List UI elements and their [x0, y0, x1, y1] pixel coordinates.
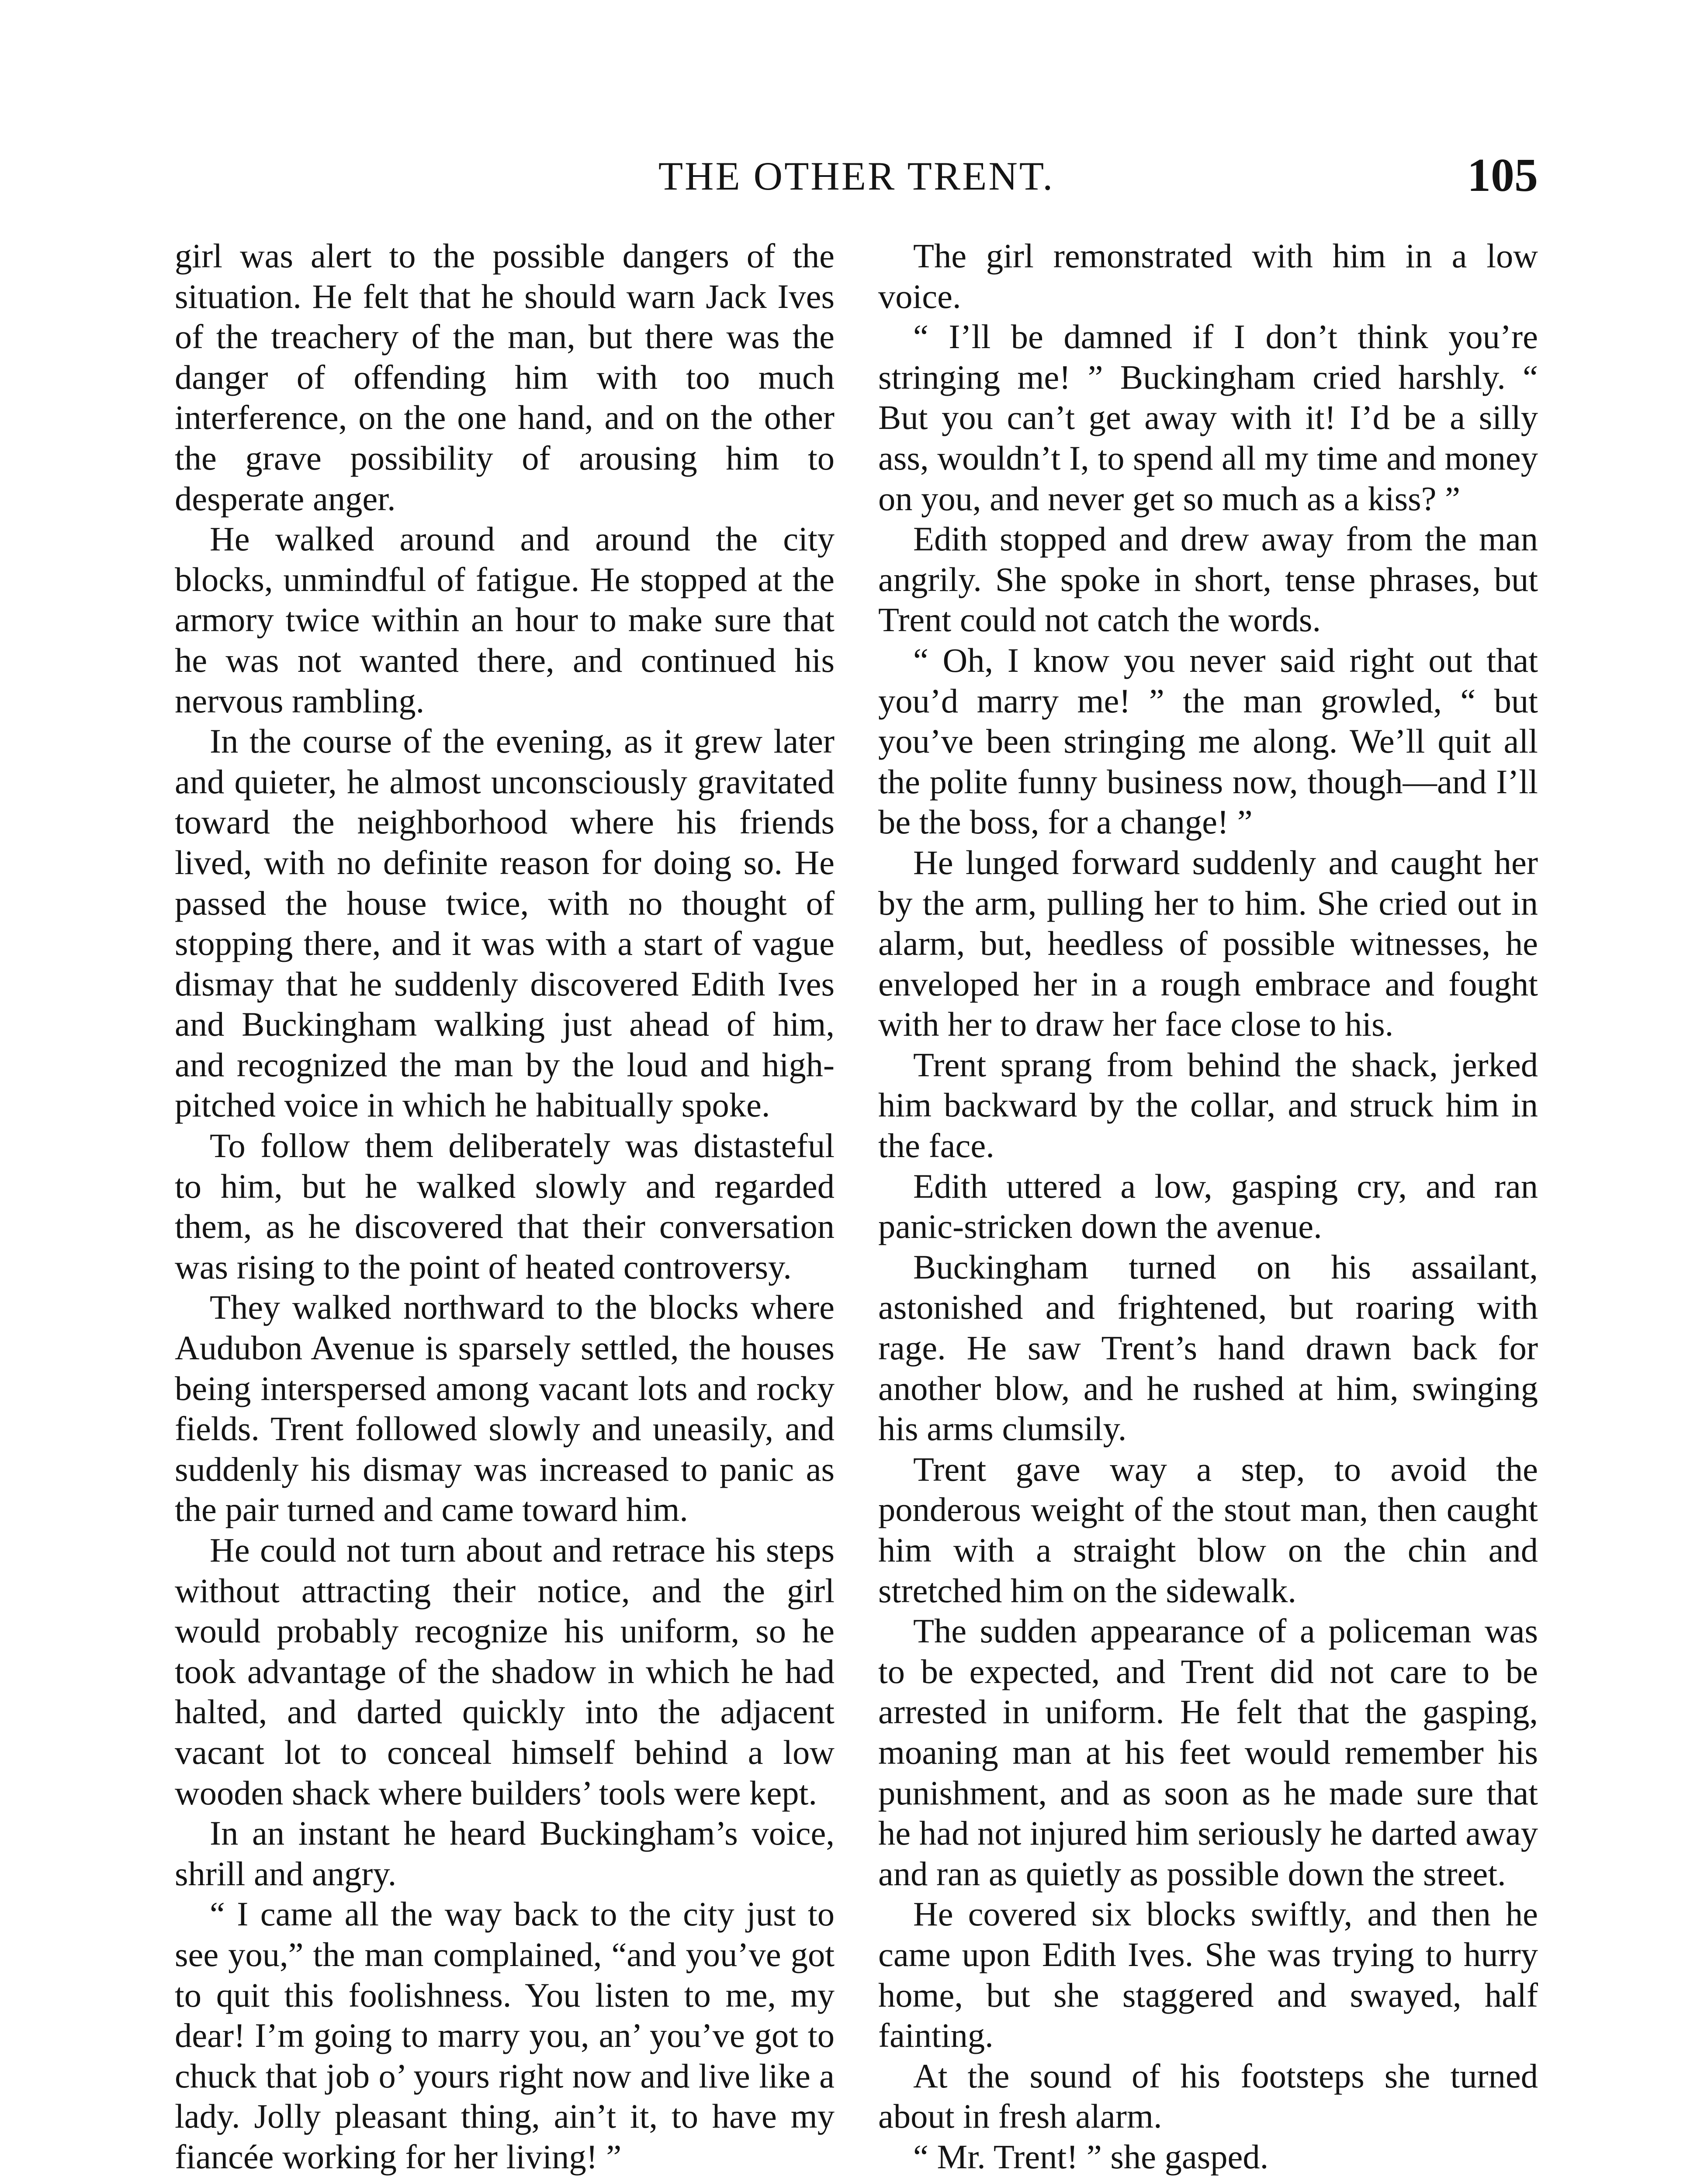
paragraph: The sudden appearance of a policeman was to be expected, and Trent did not care to be arrested in uniform. He felt that the gasping, moaning man at his feet would remember his punishment, and as soon as he made sure that he had not injured him seriously he darted away and ran as quietly as possible down the street.	[878, 1612, 1538, 1893]
paragraph: He lunged forward suddenly and caught her by the arm, pulling her to him. She cried out in alarm, but, heedless of possible witnesses, he enveloped her in a rough embrace and fought with her to draw her face close to his.	[878, 843, 1538, 1044]
paragraph: “ I came all the way back to the city just to see you,” the man complained, “and you’ve got to quit this foolishness. You listen to me, my dear! I’m going to marry you, an’ you’ve got to chuck that job o’ yours right now and live like a lady. Jolly pleasant thing, ain’t it, to have my fiancée working for her living! ”	[175, 1895, 835, 2176]
paragraph: Trent sprang from behind the shack, jerked him backward by the collar, and struck him in the face.	[878, 1045, 1538, 1165]
paragraph: In an instant he heard Buckingham’s voice, shrill and angry.	[175, 1814, 835, 1893]
paragraph: The girl remonstrated with him in a low voice.	[878, 237, 1538, 315]
paragraph: In the course of the evening, as it grew later and quieter, he almost unconsciously gravitated toward the neighborhood where his friends lived, with no definite reason for doing so. He passed the house twice, with no thought of stopping there, and it was with a start of vague dismay that he suddenly discovered Edith Ives and Buckingham walking just ahead of him, and recognized the man by the loud and high-pitched voice in which he habitually spoke.	[175, 722, 835, 1124]
page-number: 105	[1467, 149, 1538, 201]
paragraph: Buckingham turned on his assailant, astonished and frightened, but roaring with rage. He saw Trent’s hand drawn back for another blow, and he rushed at him, swinging his arms clumsily.	[878, 1248, 1538, 1448]
right-column	[878, 236, 1538, 2177]
paragraph: To follow them deliberately was distasteful to him, but he walked slowly and regarded them, as he discovered that their conversation was rising to the point of heated controversy.	[175, 1127, 835, 1286]
page-header	[175, 149, 1538, 210]
paragraph: “ Oh, I know you never said right out that you’d marry me! ” the man growled, “ but you’ve been stringing me along. We’ll quit all the polite funny business now, though—and I’ll be the boss, for a change! ”	[878, 641, 1538, 841]
running-title: THE OTHER TRENT.	[658, 154, 1055, 198]
paragraph: He could not turn about and retrace his steps without attracting their notice, and the girl would probably recognize his uniform, so he took advantage of the shadow in which he had halted, and darted quickly into the adjacent vacant lot to conceal himself behind a low wooden shack where builders’ tools were kept.	[175, 1531, 835, 1812]
paragraph: They walked northward to the blocks where Audubon Avenue is sparsely settled, the houses being interspersed among vacant lots and rocky fields. Trent followed slowly and uneasily, and suddenly his dismay was increased to panic as the pair turned and came toward him.	[175, 1288, 835, 1529]
left-column	[175, 236, 835, 2177]
paragraph: Edith stopped and drew away from the man angrily. She spoke in short, tense phrases, but Trent could not catch the words.	[878, 520, 1538, 639]
paragraph: Edith uttered a low, gasping cry, and ran panic-stricken down the avenue.	[878, 1167, 1538, 1246]
paragraph: Trent gave way a step, to avoid the ponderous weight of the stout man, then caught him with a straight blow on the chin and stretched him on the sidewalk.	[878, 1450, 1538, 1610]
paragraph: “ Mr. Trent! ” she gasped.	[913, 2137, 1269, 2176]
paragraph: He covered six blocks swiftly, and then he came upon Edith Ives. She was trying to hurry home, but she staggered and swayed, half fainting.	[878, 1895, 1538, 2055]
paragraph: “ I’ll be damned if I don’t think you’re stringing me! ” Buckingham cried harshly. “ But you can’t get away with it! I’d be a silly ass, wouldn’t I, to spend all my time and money on you, and never get so much as a kiss? ”	[878, 318, 1538, 518]
paragraph: He walked around and around the city blocks, unmindful of fatigue. He stopped at the armory twice within an hour to make sure that he was not wanted there, and continued his nervous rambling.	[175, 520, 835, 720]
paragraph: At the sound of his footsteps she turned about in fresh alarm.	[878, 2056, 1538, 2136]
paragraph: girl was alert to the possible dangers of the situation. He felt that he should warn Jack Ives of the treachery of the man, but there was the danger of offending him with too much interference, on the one hand, and on the other the grave possibility of arousing him to desperate anger.	[175, 237, 835, 518]
